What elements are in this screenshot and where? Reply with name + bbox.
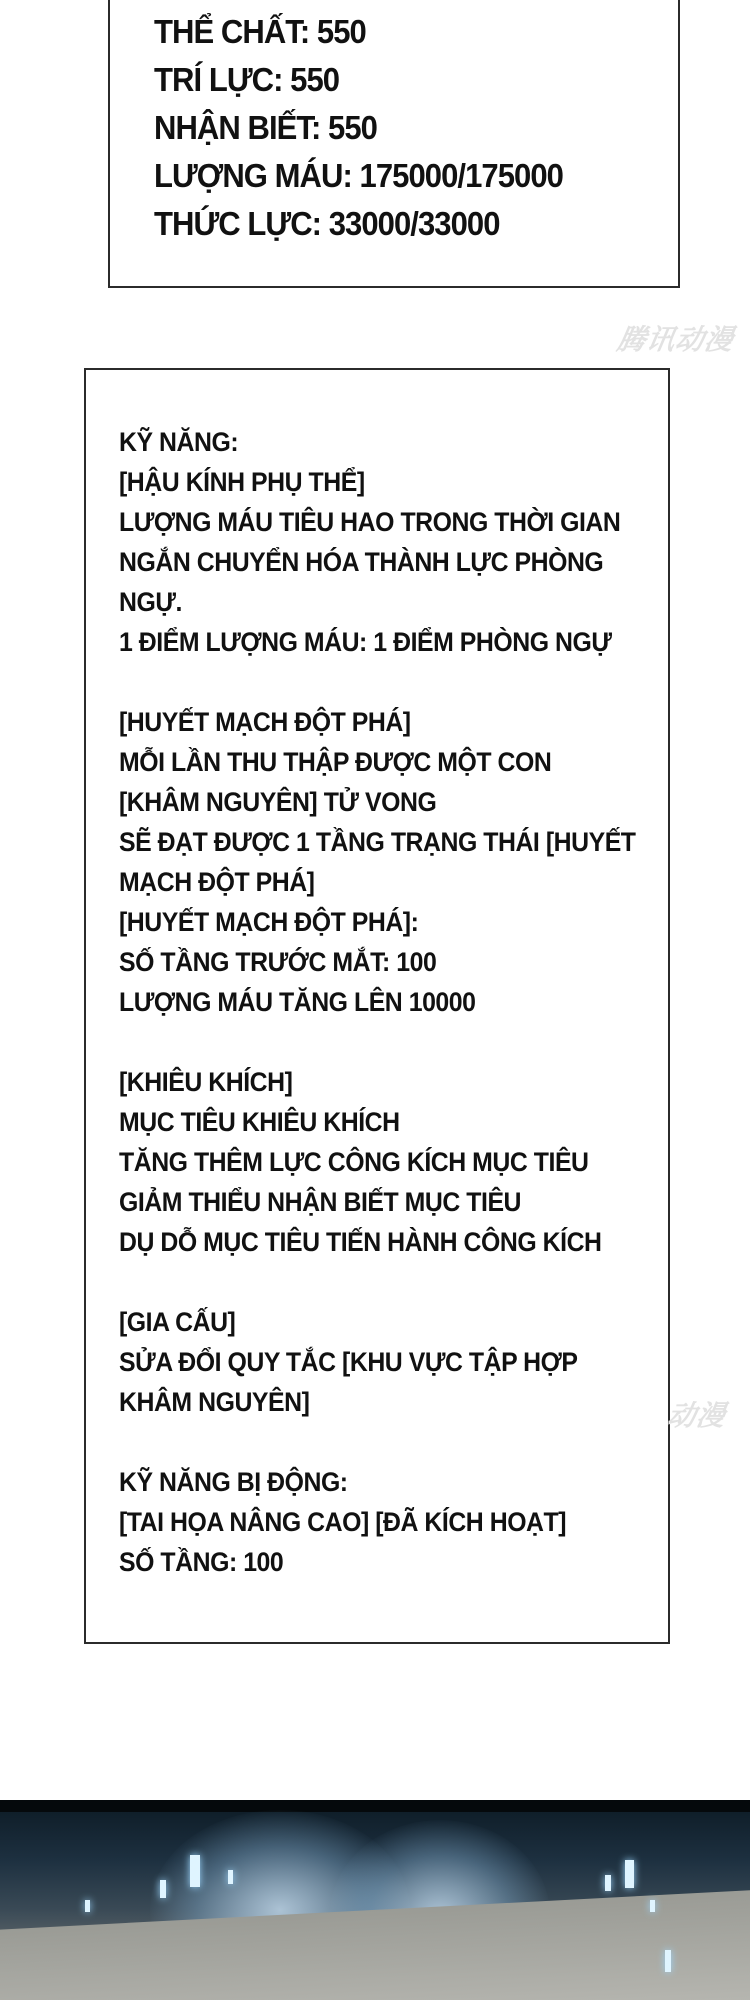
stat-line: TRÍ LỰC: 550 <box>154 61 340 98</box>
skill-line: KỸ NĂNG: <box>119 427 239 457</box>
skill-line: LƯỢNG MÁU TĂNG LÊN 10000 <box>119 987 476 1017</box>
skill-line: 1 ĐIỂM LƯỢNG MÁU: 1 ĐIỂM PHÒNG NGỰ <box>119 627 612 657</box>
skill-line: KHÂM NGUYÊN] <box>119 1387 310 1417</box>
skill-line: SẼ ĐẠT ĐƯỢC 1 TẦNG TRẠNG THÁI [HUYẾT <box>119 827 636 857</box>
light-shard <box>228 1870 233 1884</box>
comic-scene-illustration <box>0 1800 750 2000</box>
skill-line: [HẬU KÍNH PHỤ THỂ] <box>119 467 365 497</box>
skill-line <box>119 1422 624 1462</box>
skill-line: DỤ DỖ MỤC TIÊU TIẾN HÀNH CÔNG KÍCH <box>119 1227 602 1257</box>
skill-line: [GIA CẤU] <box>119 1307 236 1337</box>
skill-line: SỐ TẦNG TRƯỚC MẮT: 100 <box>119 947 437 977</box>
skill-line: MỤC TIÊU KHIÊU KHÍCH <box>119 1107 400 1137</box>
skill-line: NGỰ. <box>119 587 182 617</box>
skill-line: KỸ NĂNG BỊ ĐỘNG: <box>119 1467 348 1497</box>
character-stats-panel <box>108 0 680 288</box>
stat-line: THỨC LỰC: 33000/33000 <box>154 205 500 242</box>
stat-line: THỂ CHẤT: 550 <box>154 13 366 50</box>
watermark-logo: 腾讯动漫 <box>614 323 737 356</box>
skill-line <box>119 662 624 702</box>
panel-border-band <box>0 1800 750 1812</box>
watermark-logo: 动漫 <box>664 1399 729 1432</box>
light-shard <box>190 1855 200 1887</box>
skill-line: MẠCH ĐỘT PHÁ] <box>119 867 315 897</box>
skill-line: [TAI HỌA NÂNG CAO] [ĐÃ KÍCH HOẠT] <box>119 1507 567 1537</box>
stat-line: NHẬN BIẾT: 550 <box>154 109 378 146</box>
skill-line: TĂNG THÊM LỰC CÔNG KÍCH MỤC TIÊU <box>119 1147 589 1177</box>
skill-line: [KHÂM NGUYÊN] TỬ VONG <box>119 787 437 817</box>
skill-line: [HUYẾT MẠCH ĐỘT PHÁ]: <box>119 907 419 937</box>
skill-line: [HUYẾT MẠCH ĐỘT PHÁ] <box>119 707 411 737</box>
skill-line: MỖI LẦN THU THẬP ĐƯỢC MỘT CON <box>119 747 552 777</box>
light-shard <box>605 1875 611 1891</box>
skills-panel <box>84 368 670 1644</box>
light-shard <box>85 1900 90 1912</box>
skill-line: LƯỢNG MÁU TIÊU HAO TRONG THỜI GIAN <box>119 507 621 537</box>
light-shard <box>160 1880 166 1898</box>
stat-line: LƯỢNG MÁU: 175000/175000 <box>154 157 563 194</box>
light-shard <box>625 1860 634 1888</box>
light-shard <box>665 1950 671 1972</box>
skill-line: SỬA ĐỔI QUY TẮC [KHU VỰC TẬP HỢP <box>119 1347 578 1377</box>
skill-line: SỐ TẦNG: 100 <box>119 1547 284 1577</box>
skill-line: NGẮN CHUYỂN HÓA THÀNH LỰC PHÒNG <box>119 547 604 577</box>
skill-line <box>119 1262 624 1302</box>
skill-line: [KHIÊU KHÍCH] <box>119 1067 293 1097</box>
skill-line: GIẢM THIỂU NHẬN BIẾT MỤC TIÊU <box>119 1187 522 1217</box>
skill-line <box>119 1022 624 1062</box>
light-shard <box>650 1900 655 1912</box>
